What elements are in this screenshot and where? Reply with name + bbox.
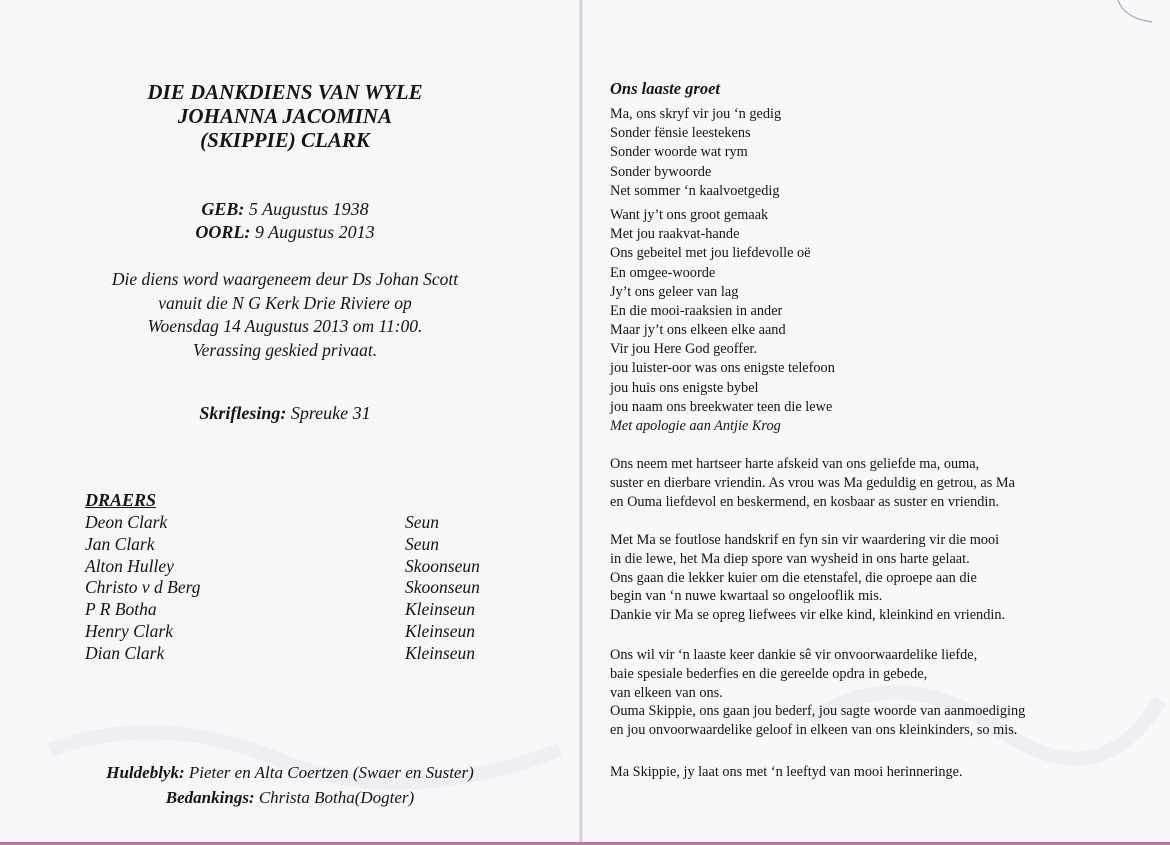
thanks-paragraph	[610, 646, 1025, 740]
bearer-name: Henry Clark	[85, 620, 173, 641]
bearer-relation: Kleinseun	[405, 599, 475, 620]
poem-line: En die mooi-raaksien in ander	[610, 302, 783, 319]
paragraph-line: Ouma Skippie, ons gaan jou bederf, jou sagte woorde van aanmoediging	[610, 703, 1026, 720]
page-corner-curl	[1110, 0, 1170, 30]
bearers-heading: DRAERS	[85, 490, 157, 510]
poem-line: Sonder fënsie leestekens	[610, 125, 751, 142]
paragraph-line: baie spesiale bederfies en die gereelde opdra in gebede,	[610, 665, 928, 682]
paragraph-line: begin van ‘n nuwe kwartaal so ongelooflik mis.	[610, 588, 883, 605]
service-line: Die diens word waargeneem deur Ds Johan Scott	[111, 269, 459, 289]
page-fold	[579, 0, 583, 845]
bearer-relation: Seun	[405, 512, 440, 532]
bearer-relation: Kleinseun	[405, 642, 475, 663]
poem-line: jou luister-oor was ons enigste telefoon	[610, 360, 835, 377]
poem-line: jou huis ons enigste bybel	[610, 379, 759, 396]
bearer-name: Deon Clark	[85, 512, 168, 532]
paragraph-line: en jou onvoorwaardelike geloof in elkeen van ons kleinkinders, so mis.	[610, 722, 1018, 739]
poem-line: Maar jy’t ons elkeen elke aand	[610, 322, 786, 339]
bearer-name: Alton Hulley	[85, 555, 174, 576]
poem-line: Ma, ons skryf vir jou ‘n gedig	[610, 106, 782, 122]
service-details	[60, 268, 510, 362]
title-line: (SKIPPIE) CLARK	[200, 128, 370, 152]
bearer-row	[85, 577, 505, 599]
paragraph-line: en Ouma liefdevol en beskermend, en kosbaar as suster en vriendin.	[610, 493, 1000, 510]
paragraph-line: Ons wil vir ‘n laaste keer dankie sê vir onvoorwaardelike liefde,	[610, 647, 978, 663]
poem-line: Sonder woorde wat rym	[610, 144, 748, 161]
dates-block	[90, 198, 480, 244]
tribute-label: Huldeblyk:	[106, 763, 185, 782]
bearer-row	[85, 599, 505, 621]
paragraph-line: Ma Skippie, jy laat ons met ‘n leeftyd van mooi herinneringe.	[610, 764, 963, 780]
thanks-line	[40, 785, 540, 810]
poem-credit: Met apologie aan Antjie Krog	[610, 418, 781, 434]
thanks-label: Bedankings:	[165, 788, 255, 807]
bearer-row	[85, 512, 505, 534]
bearer-row	[85, 643, 505, 665]
reading-label: Skriflesing:	[199, 403, 287, 423]
reading-value: Spreuke 31	[290, 403, 371, 423]
birth-date	[90, 198, 480, 221]
birth-value: 5 Augustus 1938	[248, 199, 369, 219]
service-line: Verassing geskied privaat.	[192, 339, 378, 360]
bearer-relation: Kleinseun	[405, 620, 475, 641]
birth-label: GEB:	[201, 199, 245, 219]
bearer-name: Jan Clark	[85, 533, 155, 554]
scripture-reading	[90, 403, 480, 424]
death-label: OORL:	[195, 222, 251, 242]
service-line: Woensdag 14 Augustus 2013 om 11:00.	[147, 316, 423, 336]
poem-line: Vir jou Here God geoffer.	[610, 341, 757, 358]
poem-line: Sonder bywoorde	[610, 163, 712, 180]
paragraph-line: in die lewe, het Ma diep spore van wysheid in ons harte gelaat.	[610, 550, 970, 567]
closing-credits	[40, 760, 540, 810]
death-date	[90, 221, 480, 244]
thanks-value: Christa Botha(Dogter)	[258, 788, 415, 807]
bearer-name: P R Botha	[85, 599, 157, 620]
poem-line: Net sommer ‘n kaalvoetgedig	[610, 182, 780, 199]
memories-paragraph	[610, 531, 1005, 625]
poem-line: jou naam ons breekwater teen die lewe	[610, 398, 833, 415]
title-line: DIE DANKDIENS VAN WYLE	[147, 80, 423, 104]
bearer-row	[85, 534, 505, 556]
poem-line: Want jy’t ons groot gemaak	[610, 206, 769, 223]
memorial-title	[90, 80, 480, 152]
poem-line: Jy’t ons geleer van lag	[610, 283, 739, 300]
paragraph-line: Met Ma se foutlose handskrif en fyn sin vir waardering vir die mooi	[610, 532, 1000, 548]
bearer-relation: Seun	[405, 533, 440, 554]
bearer-relation: Skoonseun	[405, 555, 480, 576]
paragraph-line: Dankie vir Ma se opreg liefwees vir elke kind, kleinkind en vriendin.	[610, 607, 1006, 624]
tribute-line	[40, 760, 540, 785]
bearer-name: Christo v d Berg	[85, 577, 201, 598]
paragraph-line: van elkeen van ons.	[610, 684, 723, 701]
final-paragraph	[610, 763, 963, 782]
bearer-row	[85, 556, 505, 578]
bearers-list	[85, 512, 505, 665]
poem-line: Met jou raakvat-hande	[610, 226, 740, 243]
bearer-relation: Skoonseun	[405, 577, 480, 598]
bearer-name: Dian Clark	[85, 642, 165, 663]
paragraph-line: Ons gaan die lekker kuier om die etenstafel, die oproepe aan die	[610, 569, 977, 586]
poem-line: Ons gebeitel met jou liefdevolle oë	[610, 245, 811, 262]
title-line: JOHANNA JACOMINA	[177, 104, 393, 128]
paragraph-line: suster en dierbare vriendin. As vrou was Ma geduldig en getrou, as Ma	[610, 474, 1015, 491]
bearer-row	[85, 621, 505, 643]
poem-title: Ons laaste groet	[610, 79, 721, 98]
death-value: 9 Augustus 2013	[254, 222, 375, 242]
paragraph-line: Ons neem met hartseer harte afskeid van ons geliefde ma, ouma,	[610, 456, 980, 472]
poem	[610, 105, 835, 436]
service-line: vanuit die N G Kerk Drie Riviere op	[158, 292, 412, 313]
farewell-paragraph	[610, 455, 1015, 511]
tribute-value: Pieter en Alta Coertzen (Swaer en Suster)	[188, 763, 474, 782]
poem-line: En omgee-woorde	[610, 264, 716, 281]
